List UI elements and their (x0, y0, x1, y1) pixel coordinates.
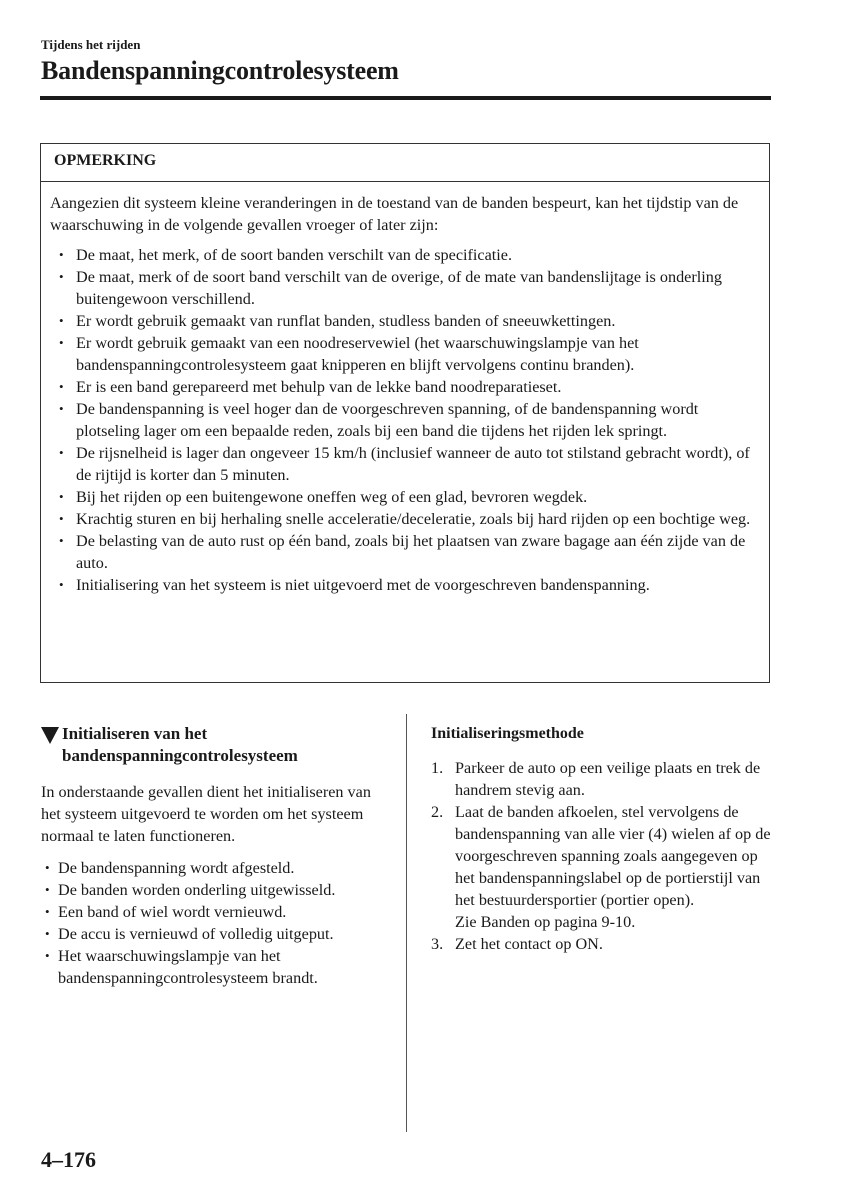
init-heading-line1: Initialiseren van het (62, 724, 208, 743)
method-title: Initialiseringsmethode (431, 725, 584, 742)
note-item: • De maat, merk of de soort band verschilt van de overige, of de mate van bandenslijtage is onderling buitengewoon verschillend. (50, 266, 755, 310)
note-list (50, 244, 755, 596)
init-list (41, 857, 391, 989)
note-item: • Er wordt gebruik gemaakt van een noodreservewiel (het waarschuwingslampje van het bandenspanningcontrolesysteem gaat knipperen en blijft vervolgens continu branden). (50, 332, 755, 376)
method-step (431, 933, 776, 955)
page-title: Bandenspanningcontrolesysteem (41, 56, 399, 85)
init-item: • De accu is vernieuwd of volledig uitgeput. (41, 923, 391, 945)
init-item: • De banden worden onderling uitgewisseld. (41, 879, 391, 901)
step-text: Parkeer de auto op een veilige plaats en trek de handrem stevig aan. (455, 759, 761, 799)
note-item: • Initialisering van het systeem is niet uitgevoerd met de voorgeschreven bandenspanning. (50, 574, 755, 596)
note-intro: Aangezien dit systeem kleine veranderingen in de toestand van de banden bespeurt, kan het tijdstip van de waarschuwing in de volgende gevallen vroeger of later zijn: (50, 194, 739, 234)
step-text (455, 801, 776, 933)
note-item: • De belasting van de auto rust op één band, zoals bij het plaatsen van zware bagage aan één zijde van de auto. (50, 530, 755, 574)
page-number: 4–176 (41, 1147, 96, 1172)
note-heading: OPMERKING (41, 144, 769, 182)
step-number: 1. (431, 759, 444, 777)
step-number: 2. (431, 803, 444, 821)
step-reference: Zie Banden op pagina 9-10. (455, 913, 636, 931)
method-step (431, 801, 776, 933)
note-item: • De rijsnelheid is lager dan ongeveer 15 km/h (inclusief wanneer de auto tot stilstand gebracht wordt), of de rijtijd is korter dan 5 minuten. (50, 442, 755, 486)
step-number: 3. (431, 935, 444, 953)
triangle-down-icon (41, 727, 59, 744)
init-item: • De bandenspanning wordt afgesteld. (41, 857, 391, 879)
note-body (41, 182, 769, 596)
method-step (431, 757, 776, 801)
note-box (40, 143, 770, 683)
title-rule (40, 96, 771, 100)
init-heading (41, 723, 391, 767)
section-label: Tijdens het rijden (41, 37, 141, 52)
step-text-main: Laat de banden afkoelen, stel vervolgens de bandenspanning van alle vier (4) wielen af op de voorgeschreven spanning zoals aangegeven op het bandenspanningslabel op de portierstijl van het bestuurdersportier (portier open). (455, 803, 771, 909)
init-heading-line2: bandenspanningcontrolesysteem (62, 746, 298, 765)
method-steps (431, 757, 776, 955)
note-item: • De maat, het merk, of de soort banden verschilt van de specificatie. (50, 244, 755, 266)
step-text: Zet het contact op ON. (455, 935, 603, 953)
column-divider (406, 714, 407, 1132)
note-item: • De bandenspanning is veel hoger dan de voorgeschreven spanning, of de bandenspanning wordt plotseling lager om een bepaalde reden, zoals bij een band die tijdens het rijden lek springt. (50, 398, 755, 442)
note-item: • Krachtig sturen en bij herhaling snelle acceleratie/deceleratie, zoals bij hard rijden op een bochtige weg. (50, 508, 755, 530)
init-item: • Het waarschuwingslampje van het bandenspanningcontrolesysteem brandt. (41, 945, 391, 989)
note-item: • Bij het rijden op een buitengewone oneffen weg of een glad, bevroren wegdek. (50, 486, 755, 508)
note-item: • Er wordt gebruik gemaakt van runflat banden, studless banden of sneeuwkettingen. (50, 310, 755, 332)
note-item: • Er is een band gerepareerd met behulp van de lekke band noodreparatieset. (50, 376, 755, 398)
init-item: • Een band of wiel wordt vernieuwd. (41, 901, 391, 923)
init-intro: In onderstaande gevallen dient het initialiseren van het systeem uitgevoerd te worden om het systeem normaal te laten functioneren. (41, 783, 371, 845)
init-section (41, 723, 391, 989)
method-section (431, 723, 776, 955)
